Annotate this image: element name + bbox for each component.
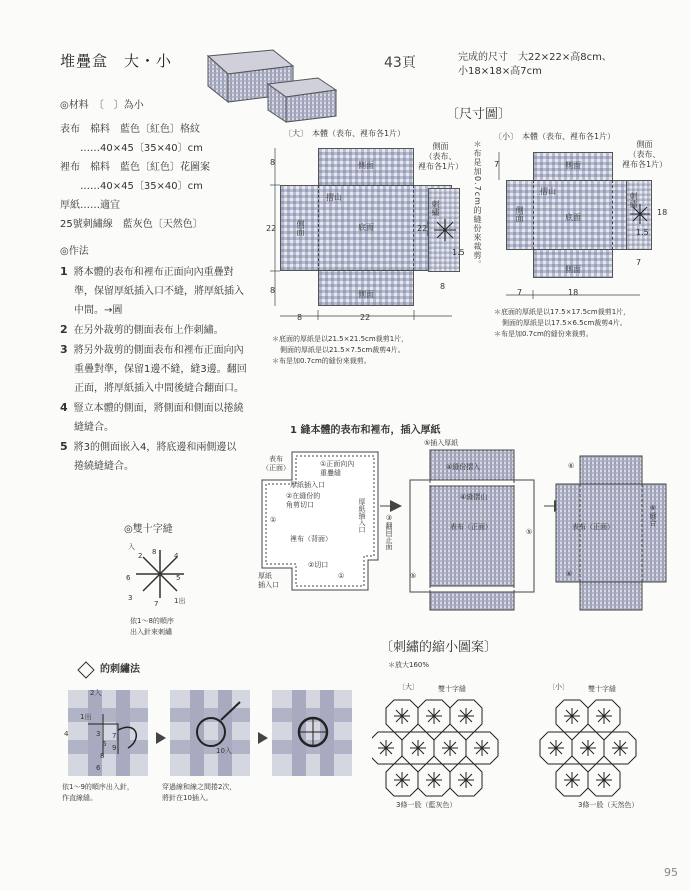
- middle-seam-note: ＊布是加0.7cm的縫份來裁剪。: [473, 140, 482, 269]
- small-side-top: 側面: [565, 161, 581, 170]
- d1-insert2: 厚紙 插入口: [258, 572, 279, 589]
- finished-size-line2: 小18×18×高7cm: [458, 66, 542, 77]
- large-panel-dim-small: 1.5: [452, 248, 465, 257]
- d1-face2: 表布（正面）: [572, 523, 614, 531]
- diamond-stitch-steps: [58, 684, 378, 794]
- mini-pattern-scale: ＊放大160%: [388, 661, 430, 669]
- cross-num: 8: [152, 548, 157, 556]
- small-label: 〔小〕 本體（表布、裡布各1片）: [494, 132, 616, 141]
- d1-c2: ②在縫份的 角剪切口: [286, 492, 321, 509]
- small-side-bottom: 側面: [565, 265, 581, 274]
- cross-stitch-caption: 依1〜8的順序 出入針來刺繡: [130, 617, 174, 636]
- large-fold-label: 摺山: [326, 193, 342, 202]
- large-side-left: 側面: [296, 220, 305, 236]
- materials-line: 表布 棉料 藍色〔紅色〕格紋: [60, 124, 200, 135]
- cross-num: 3: [128, 594, 133, 602]
- large-dim-h8-bottom: 8: [270, 286, 276, 295]
- ds-n3: 3: [96, 730, 101, 738]
- small-dim-w7: 7: [517, 288, 523, 297]
- small-panel-dim-small: 1.5: [636, 228, 649, 237]
- d1-cut: ②切口: [308, 561, 329, 569]
- d1-c1: ①正面向內 重疊縫: [320, 460, 355, 477]
- d1-insert: 厚紙插入口: [290, 481, 325, 489]
- ds-n4: 4: [64, 730, 69, 738]
- diamond-icon: [76, 660, 96, 680]
- small-panel-dim-h: 18: [657, 208, 668, 217]
- method-step-2: 2 在另外裁剪的側面表布上作刺繡。: [60, 323, 224, 336]
- size-chart-heading: 〔尺寸圖〕: [446, 107, 512, 122]
- cross-num: 6: [126, 574, 131, 582]
- ds-n5: 5: [102, 740, 107, 748]
- ds-n6: 6: [96, 764, 101, 772]
- large-dim-w22: 22: [360, 313, 371, 322]
- method-section: [60, 246, 275, 476]
- d1-outer-label: 表布 （正面）: [262, 455, 290, 472]
- materials-line: 25號刺繡線 藍灰色〔天然色〕: [60, 219, 203, 230]
- d1-n1b: ①: [338, 572, 345, 580]
- large-label: 〔大〕 本體（表布、裡布各1片）: [284, 129, 406, 138]
- ds-n2: 2入: [90, 689, 102, 697]
- ds-n9: 9: [112, 744, 117, 752]
- d1-lining: 裡布（背面）: [290, 535, 332, 543]
- ds-n8: 8: [100, 752, 105, 760]
- large-panel-dim-w: 8: [440, 282, 446, 291]
- large-dim-h22: 22: [266, 224, 277, 233]
- diagram1-heading: 1 縫本體的表布和裡布，插入厚紙: [290, 425, 441, 436]
- large-embroidery-label: 刺繡: [431, 200, 440, 216]
- materials-section: [60, 100, 270, 234]
- materials-heading: ◎材料 〔 〕為小: [60, 100, 144, 111]
- method-step-3: 3 將另外裁剪的側面表布和裡布正面向內 重疊對準，保留1邊不縫，縫3邊。翻回 正面，將厚紙插入中間後縫合翻面口。: [60, 343, 247, 394]
- d1-c4a: ④縫份摺入: [446, 463, 481, 471]
- ds-n1: 1出: [80, 713, 92, 721]
- small-embroidery-label: 刺繡: [629, 192, 638, 208]
- cross-num: 5: [176, 574, 181, 582]
- d1-n6b: ⑥: [566, 570, 573, 578]
- ds-n7: 7: [112, 732, 117, 740]
- large-bottom: 底面: [358, 223, 374, 232]
- cross-num: 7: [154, 600, 159, 608]
- d1-c6: ⑥縫合: [649, 504, 657, 526]
- d1-c4b: ④縫摺山: [460, 493, 488, 501]
- mini-large-thread: 3條一股（藍灰色）: [396, 801, 457, 809]
- large-dim-w8: 8: [297, 313, 303, 322]
- page-number: 95: [664, 866, 678, 879]
- large-dim-h8-top: 8: [270, 158, 276, 167]
- ds-caption1: 依1〜9的順序出入針， 作直線縫。: [62, 783, 134, 802]
- finished-size-line1: 完成的尺寸 大22×22×高8cm、: [458, 52, 612, 63]
- mini-pattern-heading: 〔刺繡的縮小圖案〕: [380, 640, 498, 655]
- large-notes: ＊底面的厚紙是以21.5×21.5cm裁剪1片， 側面的厚紙是以21.5×7.5cm裁剪4片。 ＊布是加0.7cm的縫份來裁剪。: [272, 335, 409, 365]
- d1-insert3: 厚紙插入口: [358, 498, 366, 533]
- mini-large-stitch: 雙十字縫: [438, 685, 466, 693]
- small-notes: ＊底面的厚紙是以17.5×17.5cm裁剪1片， 側面的厚紙是以17.5×6.5cm裁剪4片。 ＊布是加0.7cm的縫份來裁剪。: [494, 308, 631, 338]
- d1-n5b: ⑤: [526, 528, 533, 536]
- method-step-1: 1 將本體的表布和裡布正面向內重疊對 準，保留厚紙插入口不縫，將厚紙插入 中間。→圖: [60, 265, 244, 316]
- large-side-bottom: 側面: [358, 290, 374, 299]
- materials-line: 厚紙……適宜: [60, 200, 120, 211]
- large-side-panel-label: 側面 （表布、 裡布各1片）: [418, 142, 464, 171]
- small-side-panel: [626, 180, 652, 250]
- cross-in: 入: [128, 543, 135, 551]
- method-heading: ◎作法: [60, 246, 89, 257]
- mini-large-label: 〔大〕: [398, 683, 419, 691]
- small-fold-label: 摺山: [540, 187, 556, 196]
- small-side-left: 側面: [515, 206, 524, 222]
- d1-n1: ①: [270, 516, 277, 524]
- d1-face: 表布（正面）: [450, 523, 492, 531]
- materials-line: ……40×45〔35×40〕cm: [80, 181, 203, 192]
- ds-n10: 10入: [216, 747, 232, 755]
- cross-num: 2: [138, 552, 143, 560]
- small-dim-h7: 7: [494, 160, 500, 169]
- d1-turn: ③翻回正面: [385, 514, 393, 550]
- small-bottom: 底面: [565, 213, 581, 222]
- method-step-5: 5 將3的側面嵌入4，將底邊和兩側邊以 捲繞縫縫合。: [60, 440, 237, 472]
- mini-small-label: 〔小〕: [548, 683, 569, 691]
- d1-n5a: ⑤: [410, 572, 417, 580]
- ds-caption2: 穿過線和線之間捲2次， 將針在10插入。: [162, 783, 237, 802]
- small-panel-dim-w: 7: [636, 258, 642, 267]
- d1-c5: ⑤插入厚紙: [424, 439, 459, 447]
- cross-out: 1出: [174, 597, 186, 605]
- method-step-4: 4 豎立本體的側面，將側面和側面以捲繞 縫縫合。: [60, 401, 244, 433]
- page-title: 堆疊盒 大・小: [60, 52, 173, 70]
- small-dim-w18: 18: [568, 288, 579, 297]
- diamond-stitch-title: 的刺繡法: [100, 664, 140, 675]
- cross-stitch-title: ◎雙十字縫: [124, 524, 173, 535]
- page-reference: 43頁: [384, 55, 416, 71]
- large-side-top: 側面: [358, 161, 374, 170]
- mini-pattern-drawing: [372, 692, 672, 802]
- d1-n6a: ⑥: [568, 462, 575, 470]
- materials-line: ……40×45〔35×40〕cm: [80, 143, 203, 154]
- large-panel-dim-h: 22: [417, 224, 428, 233]
- small-side-panel-label: 側面 （表布、 裡布各1片）: [622, 140, 668, 169]
- mini-small-thread: 3條一股（天然色）: [578, 801, 639, 809]
- cross-num: 4: [174, 552, 179, 560]
- materials-line: 裡布 棉料 藍色〔紅色〕花圖案: [60, 162, 210, 173]
- mini-small-stitch: 雙十字縫: [588, 685, 616, 693]
